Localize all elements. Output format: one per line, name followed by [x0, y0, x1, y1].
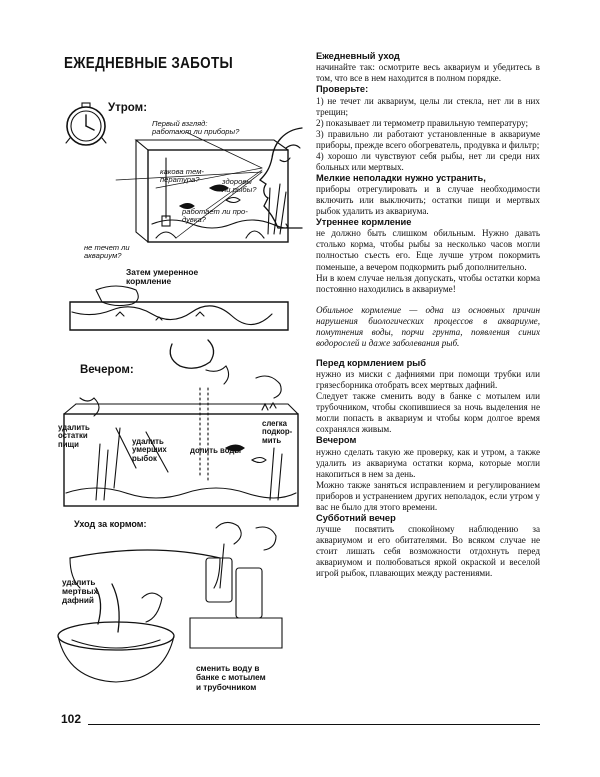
- remove-dead-daphnia-caption: удалить мертвых дафний: [62, 578, 99, 605]
- never-allow-body: Ни в коем случае нельзя допускать, чтобы остатки корма постоянно находились в аквариуме!: [316, 272, 540, 294]
- page-heading: ЕЖЕДНЕВНЫЕ ЗАБОТЫ: [64, 54, 234, 72]
- illustration-column: [56, 88, 306, 710]
- before-feeding-title: Перед кормлением рыб: [316, 357, 426, 368]
- temperature-caption: какова тем- пература?: [160, 167, 204, 184]
- saturday-evening-title: Субботний вечер: [316, 512, 396, 523]
- page-number: 102: [61, 712, 82, 726]
- minor-issues-body: приборы отрегулировать и в случае необходимости включить или выключить; остатки пищи и мертвых рыбок удалить из аквариума.: [316, 184, 540, 217]
- check-item-3: 3) правильно ли работают установленные в аквариуме приборы, прежде всего обогреватель, продувка и фильтр;: [316, 128, 540, 150]
- check-item-4: 4) хорошо ли чувствуют себя рыбы, нет ли среди них больных или мертвых.: [316, 150, 540, 172]
- healthy-fish-caption: здоровы ли рыбы?: [222, 177, 257, 194]
- saturday-evening-body: лучше посвятить спокойному наблюдению за аквариумом и его обитателями. Во всяком случае не стоит лишать себя возможности отдохнуть перед аквариумом и полюбоваться яркой окраской и веселой игрой рыбок, плавающих между растениями.: [316, 524, 540, 579]
- repair-body: Можно также заняться исправлением и регулированием приборов и устранением других неполадок, если утром у вас не было для этого времени.: [316, 479, 540, 512]
- remove-leftovers-caption: удалить остатки пищи: [58, 423, 90, 449]
- change-water-caption: сменить воду в банке с мотылем и трубочником: [196, 664, 266, 692]
- filter-caption: работает ли про- дувка?: [182, 207, 248, 224]
- daily-care-title: Ежедневный уход: [316, 51, 400, 61]
- evening-label: Вечером:: [80, 364, 134, 376]
- daily-care-body: начинайте так: осмотрите весь аквариум и убедитесь в том, что все в нем находится в полном порядке.: [316, 62, 540, 84]
- food-care-label: Уход за кормом:: [74, 519, 147, 529]
- evening-body: нужно сделать такую же проверку, как и утром, а также удалить из аквариума остатки корма, которые могли накопиться в нем за день.: [316, 446, 540, 479]
- overfeeding-note: Обильное кормление — одна из основных причин нарушения биологических процессов в аквариуме, помутнения воды, порчи грунта, появления синих водорослей и даже заболевания рыб.: [316, 304, 540, 348]
- morning-label: Утром:: [108, 102, 148, 114]
- text-column: [316, 51, 540, 579]
- check-item-2: 2) показывает ли термометр правильную температуру;: [316, 117, 528, 128]
- before-feeding-body: нужно из миски с дафниями при помощи трубки или грязесборника отобрать всех мертвых дафний.: [316, 369, 540, 391]
- add-water-caption: долить воды: [190, 446, 241, 455]
- check-title: Проверьте:: [316, 84, 369, 95]
- morning-aquarium-drawing: [116, 132, 288, 242]
- leak-caption: не течет ли аквариум?: [84, 243, 130, 260]
- evening-title: Вечером: [316, 435, 357, 446]
- remove-dead-fish-caption: удалить умерших рыбок: [132, 437, 167, 463]
- first-glance-caption: Первый взгляд: работают ли приборы?: [152, 119, 240, 136]
- moderate-feeding-drawing: [70, 286, 288, 330]
- footer-rule: [88, 724, 540, 725]
- morning-feeding-body: не должно быть слишком обильным. Нужно давать столько корма, чтобы рыбы за несколько часов могли полностью съесть его. Еще лучше утром покормить поменьше, а вечером подкормить рыб дополнительно.: [316, 228, 540, 272]
- moderate-feeding-caption: Затем умеренное кормление: [126, 267, 199, 286]
- minor-issues-title: Мелкие неполадки нужно устранить,: [316, 172, 486, 183]
- morning-feeding-title: Утреннее кормление: [316, 217, 412, 228]
- observer-face-drawing: [260, 128, 302, 228]
- check-item-1: 1) не течет ли аквариум, целы ли стекла, нет ли в них трещин;: [316, 95, 540, 117]
- change-water-body: Следует также сменить воду в банке с мотылем или трубочником, чтобы скопившиеся за ночь выделения не могли попасть в аквариум и чтобы корм долгое время сохранялся живым.: [316, 391, 540, 435]
- clock-icon: [66, 103, 106, 145]
- light-feeding-caption: слегка подкор- мить: [262, 419, 293, 445]
